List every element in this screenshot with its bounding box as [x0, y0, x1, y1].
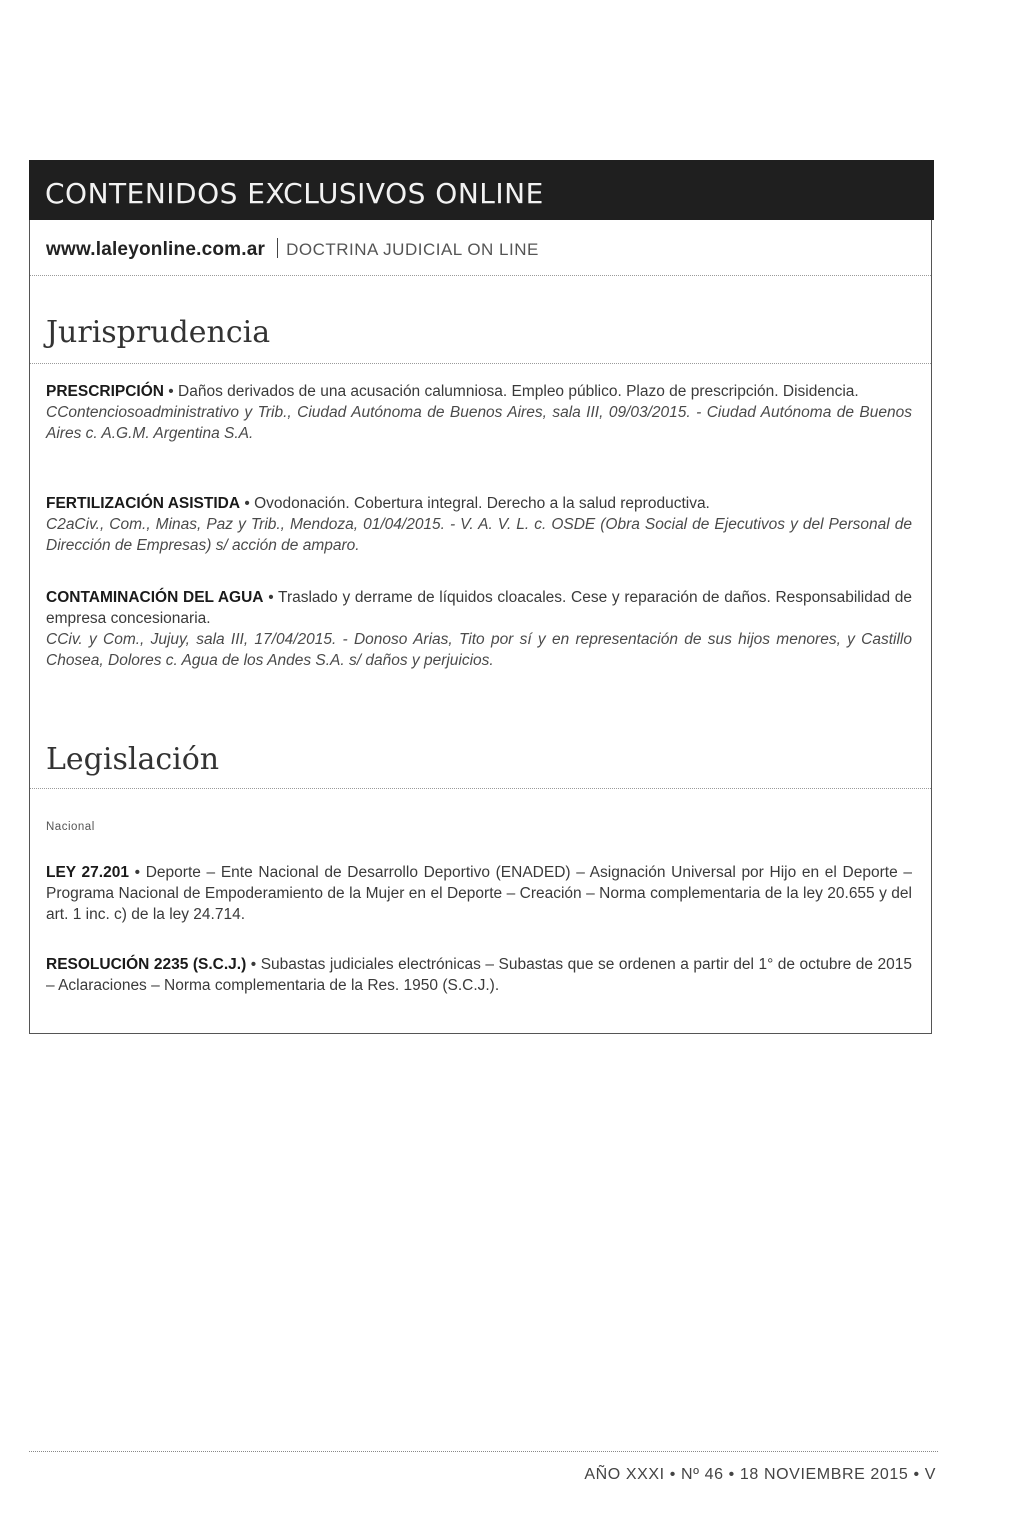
footer-divider: [29, 1451, 938, 1452]
entry-heading[interactable]: PRESCRIPCIÓN: [46, 383, 164, 400]
website-link[interactable]: www.laleyonline.com.ar: [46, 239, 266, 260]
divider: [30, 788, 931, 789]
online-contents-box: [29, 160, 932, 1034]
entry-summary: Ovodonación. Cobertura integral. Derecho a la salud reproductiva.: [254, 495, 710, 512]
legislation-entry: RESOLUCIÓN 2235 (S.C.J.) • Subastas judiciales electrónicas – Subastas que se ordenen a partir del 1° de octubre de 2015 – Aclaraciones – Norma complementaria de la Res. 1950 (S.C.J.).: [46, 956, 912, 994]
entry-heading[interactable]: LEY 27.201: [46, 864, 129, 881]
issue-footer: AÑO XXXI • Nº 46 • 18 NOVIEMBRE 2015 • V: [584, 1466, 936, 1483]
jurisprudence-entry: CONTAMINACIÓN DEL AGUA • Traslado y derrame de líquidos cloacales. Cese y reparación de daños. Responsabilidad de empresa concesionaria. CCiv. y Com., Jujuy, sala III, 17/04/2015. - Donoso Arias, Tito por sí y en representación de sus hijos menores, y Castillo Chosea, Dolores c. Agua de los Andes S.A. s/ daños y perjuicios.: [46, 589, 912, 669]
section-banner: [29, 160, 934, 220]
section-title-legislacion: Legislación: [46, 742, 220, 777]
entry-heading[interactable]: FERTILIZACIÓN ASISTIDA: [46, 495, 241, 512]
banner-title: CONTENIDOS EXCLUSIVOS ONLINE: [45, 177, 544, 210]
divider: [30, 275, 931, 276]
source-line: [46, 238, 539, 261]
divider: [277, 238, 278, 258]
entry-heading[interactable]: CONTAMINACIÓN DEL AGUA: [46, 589, 264, 606]
entry-summary: Traslado y derrame de líquidos cloacales. Cese y reparación de daños. Responsabilidad de empresa concesionaria.: [46, 589, 912, 627]
entry-heading[interactable]: RESOLUCIÓN 2235 (S.C.J.): [46, 956, 247, 973]
entry-citation: C2aCiv., Com., Minas, Paz y Trib., Mendoza, 01/04/2015. - V. A. V. L. c. OSDE (Obra Social de Ejecutivos y del Personal de Dirección de Empresas) s/ acción de amparo.: [46, 516, 912, 554]
jurisprudence-entry: PRESCRIPCIÓN • Daños derivados de una acusación calumniosa. Empleo público. Plazo de prescripción. Disidencia. CContenciosoadministrativo y Trib., Ciudad Autónoma de Buenos Aires, sala III, 09/03/2015. - Ciudad Autónoma de Buenos Aires c. A.G.M. Argentina S.A.: [46, 383, 912, 442]
section-title-jurisprudencia: Jurisprudencia: [46, 315, 271, 350]
legislation-entry: LEY 27.201 • Deporte – Ente Nacional de Desarrollo Deportivo (ENADED) – Asignación Universal por Hijo en el Deporte – Programa Nacional de Empoderamiento de la Mujer en el Deporte – Creación – Norma complementaria de la ley 20.655 y del art. 1 inc. c) de la ley 24.714.: [46, 864, 912, 923]
jurisdiction-label: Nacional: [46, 821, 95, 833]
divider: [30, 363, 931, 364]
publication-label: DOCTRINA JUDICIAL ON LINE: [286, 240, 539, 259]
entry-citation: CContenciosoadministrativo y Trib., Ciudad Autónoma de Buenos Aires, sala III, 09/03/2015. - Ciudad Autónoma de Buenos Aires c. A.G.M. Argentina S.A.: [46, 404, 912, 442]
jurisprudence-entry: FERTILIZACIÓN ASISTIDA • Ovodonación. Cobertura integral. Derecho a la salud reproductiva. C2aCiv., Com., Minas, Paz y Trib., Mendoza, 01/04/2015. - V. A. V. L. c. OSDE (Obra Social de Ejecutivos y del Personal de Dirección de Empresas) s/ acción de amparo.: [46, 495, 912, 554]
entry-summary: Deporte – Ente Nacional de Desarrollo Deportivo (ENADED) – Asignación Universal por Hijo en el Deporte – Programa Nacional de Empoderamiento de la Mujer en el Deporte – Creación – Norma complementaria de la ley 20.655 y del art. 1 inc. c) de la ley 24.714.: [46, 864, 912, 923]
entry-summary: Daños derivados de una acusación calumniosa. Empleo público. Plazo de prescripción. Disidencia.: [178, 383, 859, 400]
entry-summary: Subastas judiciales electrónicas – Subastas que se ordenen a partir del 1° de octubre de 2015 – Aclaraciones – Norma complementaria de la Res. 1950 (S.C.J.).: [46, 956, 912, 994]
entry-citation: CCiv. y Com., Jujuy, sala III, 17/04/2015. - Donoso Arias, Tito por sí y en representación de sus hijos menores, y Castillo Chosea, Dolores c. Agua de los Andes S.A. s/ daños y perjuicios.: [46, 631, 912, 669]
